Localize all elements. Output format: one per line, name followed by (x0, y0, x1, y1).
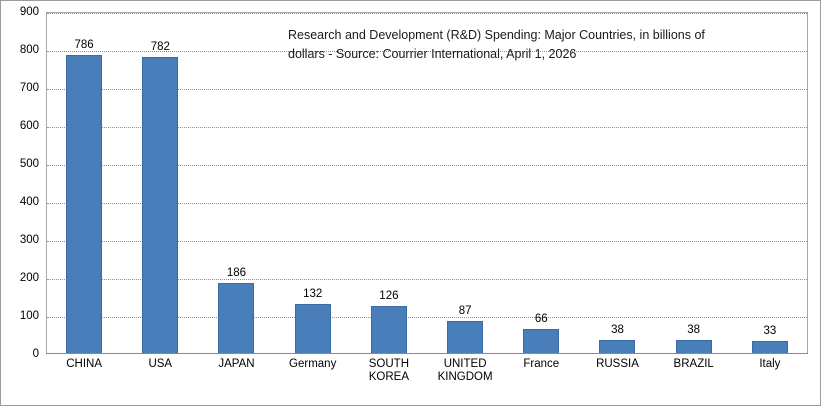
x-axis-tick-line: UNITED (443, 358, 487, 370)
x-axis-tick-line: RUSSIA (596, 358, 639, 370)
x-axis-tick-label (732, 358, 808, 371)
x-axis-tick-line: USA (148, 358, 173, 370)
bar-value-label: 66 (534, 312, 548, 325)
bar[interactable] (676, 340, 712, 354)
x-axis-tick-label (656, 358, 732, 371)
bar-value-label: 38 (687, 323, 701, 336)
bar[interactable] (66, 55, 102, 354)
x-axis-tick-label (46, 358, 122, 371)
bar-value-label: 33 (763, 325, 777, 338)
bar[interactable] (599, 340, 635, 354)
y-axis-tick-label: 400 (19, 196, 39, 208)
bar[interactable] (142, 57, 178, 354)
x-axis-tick-line: France (523, 358, 560, 370)
bar-value-label: 782 (150, 40, 170, 53)
bar-value-label: 132 (303, 287, 323, 300)
y-axis-tick-label: 700 (19, 82, 39, 94)
y-axis-tick-label: 500 (19, 158, 39, 170)
x-axis-tick-line: Germany (289, 358, 337, 370)
x-axis-tick-line: KOREA (368, 371, 410, 383)
x-axis-tick-label (579, 358, 655, 371)
y-axis (0, 6, 44, 360)
bar-value-label: 87 (458, 304, 472, 317)
bar[interactable] (371, 306, 407, 354)
y-axis-tick-label: 900 (19, 6, 39, 18)
x-axis-tick-line: CHINA (66, 358, 102, 370)
x-axis-tick-label (427, 358, 503, 384)
y-axis-tick-label: 600 (19, 120, 39, 132)
x-axis (46, 356, 808, 402)
x-axis-tick-label (351, 358, 427, 384)
x-axis-tick-label (198, 358, 274, 371)
bar[interactable] (218, 283, 254, 354)
bar-slot (46, 12, 122, 354)
bar-value-label: 186 (226, 267, 247, 280)
x-axis-tick-line: KINGDOM (437, 371, 493, 383)
x-axis-tick-line: Italy (759, 358, 781, 370)
bar-value-label: 38 (611, 323, 624, 336)
x-axis-tick-line: SOUTH (368, 358, 410, 370)
bar-value-label: 786 (74, 39, 94, 52)
bar-slot (122, 12, 198, 354)
chart-title-line-1: Research and Development (R&D) Spending: Major Countries, in billions of (288, 28, 705, 42)
x-axis-tick-line: BRAZIL (673, 358, 714, 370)
bar[interactable] (447, 321, 483, 354)
x-axis-tick-label (275, 358, 351, 371)
bar-slot (198, 12, 274, 354)
y-axis-tick-label: 800 (19, 44, 39, 56)
bar-value-label: 126 (379, 290, 399, 303)
y-axis-tick-label: 0 (32, 348, 39, 360)
bar[interactable] (523, 329, 559, 354)
y-axis-tick-label: 300 (19, 234, 39, 246)
x-axis-tick-line: JAPAN (218, 358, 255, 370)
y-axis-tick-label: 200 (19, 272, 39, 284)
bar[interactable] (295, 304, 331, 354)
x-axis-tick-label (122, 358, 198, 371)
x-axis-line (46, 353, 808, 354)
chart-title-line-2: dollars - Source: Courrier International, April 1, 2026 (288, 47, 577, 61)
chart-title (288, 26, 758, 64)
y-axis-tick-label: 100 (19, 310, 39, 322)
x-axis-tick-label (503, 358, 579, 371)
